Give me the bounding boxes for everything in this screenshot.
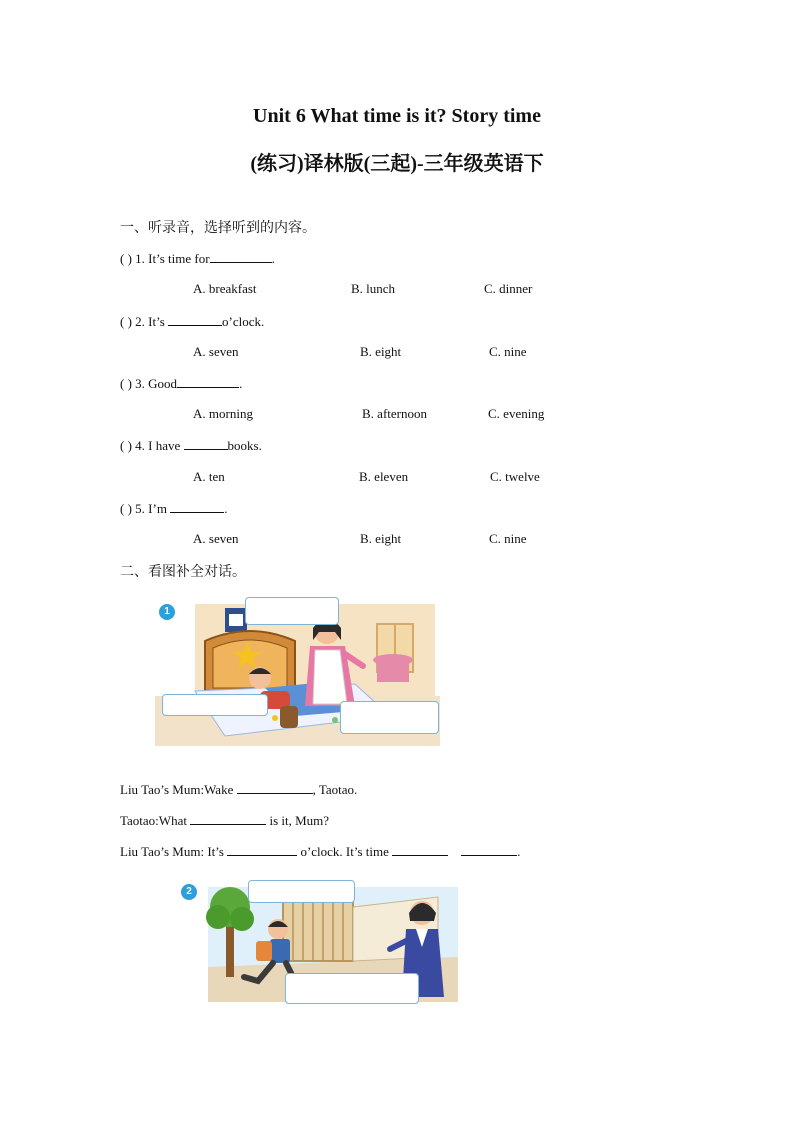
blank[interactable] — [168, 313, 222, 326]
option-b[interactable]: B. eight — [360, 344, 402, 359]
answer-paren[interactable]: ( ) — [120, 438, 132, 453]
dialogue-line-3 — [120, 843, 520, 860]
speech-bubble-left[interactable] — [162, 694, 268, 716]
question-tail: books. — [227, 438, 262, 453]
blank[interactable] — [461, 843, 517, 856]
blank[interactable] — [190, 812, 266, 825]
speaker-label: Liu Tao’s Mum: — [120, 782, 205, 797]
option-c[interactable]: C. evening — [488, 406, 545, 421]
option-b[interactable]: B. lunch — [351, 281, 396, 296]
blank[interactable] — [184, 437, 228, 450]
page-subtitle: (练习)译林版(三起)-三年级英语下 — [250, 153, 544, 175]
question-1 — [120, 250, 275, 267]
option-b[interactable]: B. afternoon — [362, 406, 427, 421]
option-a[interactable]: A. seven — [193, 344, 239, 359]
speech-bubble-top[interactable] — [245, 597, 339, 625]
question-stem: 4. I have — [135, 438, 181, 453]
picture-2-badge: 2 — [181, 884, 197, 900]
dialogue-text: It’s — [207, 844, 224, 859]
option-b[interactable]: B. eleven — [359, 469, 409, 484]
option-c[interactable]: C. nine — [489, 531, 527, 546]
dialogue-text: What — [158, 813, 187, 828]
dialogue-line-2 — [120, 812, 329, 829]
blank[interactable] — [210, 250, 272, 263]
blank[interactable] — [237, 781, 313, 794]
question-tail: . — [271, 251, 275, 266]
dialogue-text: is it, Mum? — [269, 813, 330, 828]
blank[interactable] — [170, 500, 224, 513]
question-5 — [120, 500, 227, 517]
answer-paren[interactable]: ( ) — [120, 376, 132, 391]
dialogue-text: Wake — [204, 782, 234, 797]
option-b[interactable]: B. eight — [360, 531, 402, 546]
question-2 — [120, 313, 264, 330]
answer-paren[interactable]: ( ) — [120, 314, 132, 329]
dialogue-text: o’clock. It’s time — [300, 844, 389, 859]
question-tail: . — [224, 501, 228, 516]
speaker-label: Taotao: — [120, 813, 159, 828]
question-3 — [120, 375, 242, 392]
blank[interactable] — [392, 843, 448, 856]
option-a[interactable]: A. ten — [193, 469, 225, 484]
section1-heading: 一、听录音，选择听到的内容。 — [120, 220, 316, 236]
speech-bubble-bottom[interactable] — [285, 973, 419, 1004]
question-stem: 5. I’m — [135, 501, 167, 516]
dialogue-line-1 — [120, 781, 357, 798]
option-c[interactable]: C. dinner — [484, 281, 533, 296]
dialogue-text: , Taotao. — [312, 782, 358, 797]
speech-bubble-right[interactable] — [340, 701, 439, 734]
answer-paren[interactable]: ( ) — [120, 251, 132, 266]
speaker-label: Liu Tao’s Mum: — [120, 844, 205, 859]
option-a[interactable]: A. breakfast — [193, 281, 257, 296]
section2-heading: 二、看图补全对话。 — [120, 564, 246, 580]
blank[interactable] — [227, 843, 297, 856]
option-a[interactable]: A. seven — [193, 531, 239, 546]
answer-paren[interactable]: ( ) — [120, 501, 132, 516]
option-c[interactable]: C. nine — [489, 344, 527, 359]
picture-1-badge: 1 — [159, 604, 175, 620]
question-stem: 1. It’s time for — [135, 251, 210, 266]
option-c[interactable]: C. twelve — [490, 469, 540, 484]
page-title: Unit 6 What time is it? Story time — [253, 105, 541, 127]
question-stem: 3. Good — [135, 376, 178, 391]
question-tail: . — [239, 376, 243, 391]
question-4 — [120, 437, 262, 454]
option-a[interactable]: A. morning — [193, 406, 253, 421]
question-tail: o’clock. — [222, 314, 265, 329]
question-stem: 2. It’s — [135, 314, 165, 329]
speech-bubble-top[interactable] — [248, 880, 355, 903]
blank[interactable] — [177, 375, 239, 388]
dialogue-text: . — [517, 844, 521, 859]
